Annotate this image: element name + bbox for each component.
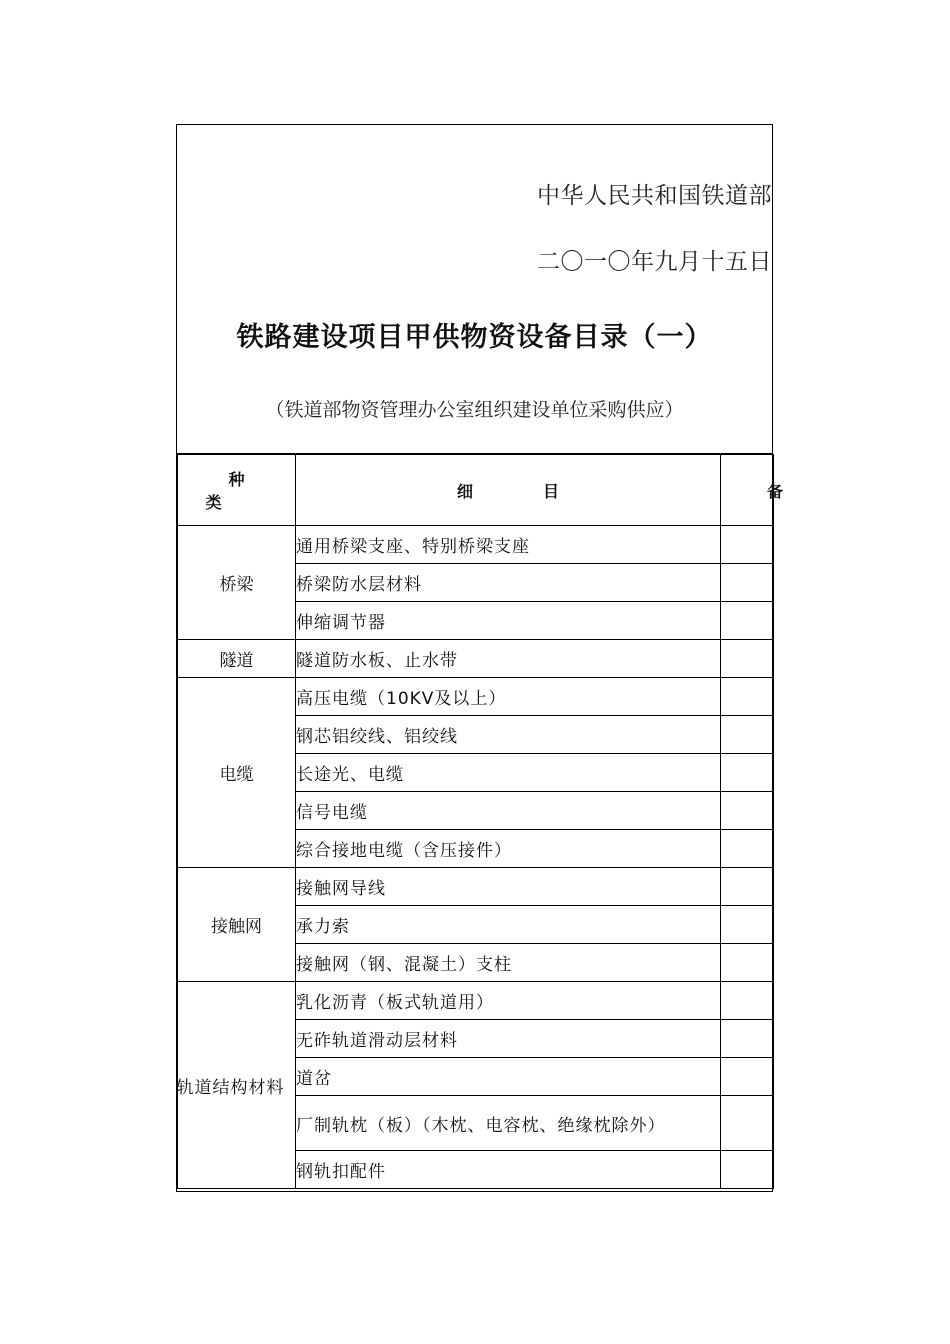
remark-cell (721, 906, 774, 944)
remark-cell (721, 1151, 774, 1189)
remark-cell (721, 944, 774, 982)
item-cell: 隧道防水板、止水带 (296, 640, 721, 678)
category-cell: 隧道 (178, 640, 296, 678)
item-cell: 钢轨扣配件 (296, 1151, 721, 1189)
issuer-name: 中华人民共和国铁道部 (537, 183, 772, 209)
item-cell: 信号电缆 (296, 792, 721, 830)
remark-cell (721, 526, 774, 564)
item-cell: 长途光、电缆 (296, 754, 721, 792)
remark-cell (721, 792, 774, 830)
remark-cell (721, 754, 774, 792)
remark-cell (721, 830, 774, 868)
item-cell: 承力索 (296, 906, 721, 944)
item-cell: 通用桥梁支座、特别桥梁支座 (296, 526, 721, 564)
header-remark (721, 455, 784, 526)
category-cell: 接触网 (178, 868, 296, 982)
table-row (178, 982, 774, 1020)
catalog-table (176, 454, 784, 1189)
remark-cell (721, 982, 774, 1020)
category-cell: 桥梁 (178, 526, 296, 640)
item-cell: 乳化沥青（板式轨道用） (296, 982, 721, 1020)
document-title: 铁路建设项目甲供物资设备目录（一） (236, 322, 713, 353)
item-cell: 接触网（钢、混凝土）支柱 (296, 944, 721, 982)
header-category (178, 455, 296, 526)
document-header (177, 125, 772, 454)
remark-cell (721, 716, 774, 754)
item-cell: 综合接地电缆（含压接件） (296, 830, 721, 868)
item-cell: 厂制轨枕（板）（木枕、电容枕、绝缘枕除外） (296, 1096, 721, 1151)
header-category-label: 种类 (205, 470, 291, 512)
table-row (178, 640, 774, 678)
document-frame (176, 124, 784, 1192)
issue-date: 二〇一〇年九月十五日 (537, 249, 772, 275)
item-cell: 道岔 (296, 1058, 721, 1096)
category-label: 轨道结构材料 (176, 1077, 285, 1098)
table-row (178, 678, 774, 716)
header-item-label: 细目 (456, 481, 629, 501)
remark-cell (721, 1058, 774, 1096)
remark-cell (721, 1020, 774, 1058)
remark-cell (721, 868, 774, 906)
remark-cell (721, 1096, 774, 1151)
table-row (178, 868, 774, 906)
category-cell: 电缆 (178, 678, 296, 868)
item-cell: 无砟轨道滑动层材料 (296, 1020, 721, 1058)
item-cell: 接触网导线 (296, 868, 721, 906)
document-subtitle: （铁道部物资管理办公室组织建设单位采购供应） (265, 399, 684, 421)
remark-cell (721, 678, 774, 716)
header-remark-label: 备 (767, 481, 784, 501)
item-cell: 桥梁防水层材料 (296, 564, 721, 602)
remark-cell (721, 640, 774, 678)
table-row (178, 526, 774, 564)
item-cell: 钢芯铝绞线、铝绞线 (296, 716, 721, 754)
category-cell (178, 982, 296, 1189)
item-cell: 高压电缆（10KV及以上） (296, 678, 721, 716)
remark-cell (721, 602, 774, 640)
remark-cell (721, 564, 774, 602)
item-cell: 伸缩调节器 (296, 602, 721, 640)
header-item (296, 455, 721, 526)
table-header-row (178, 455, 774, 526)
